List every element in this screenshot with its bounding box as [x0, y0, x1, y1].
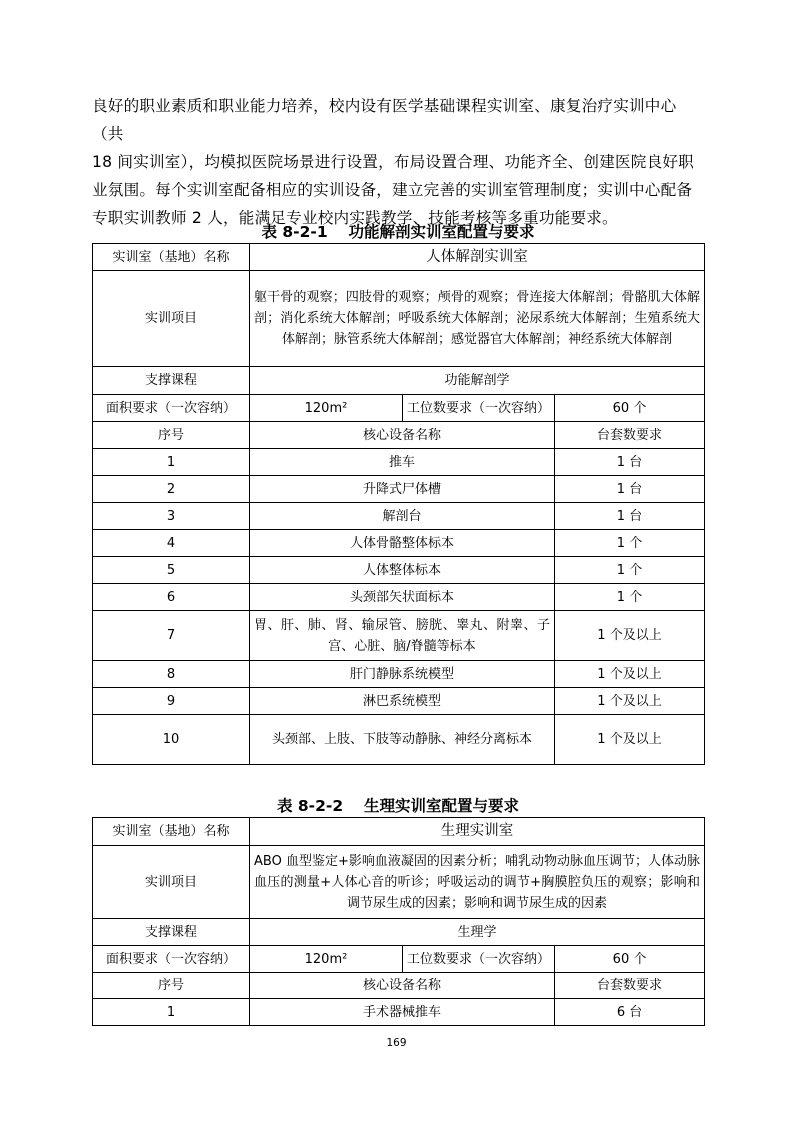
- row-equipment: 升降式尸体槽: [250, 476, 555, 503]
- row-qty: 1 台: [555, 503, 705, 530]
- table1: [92, 243, 705, 765]
- intro-line: 专职实训教师 2 人，能满足专业校内实践教学、技能考核等多重功能要求。: [92, 209, 618, 227]
- header-no: 序号: [93, 973, 250, 999]
- intro-line: 业氛围。每个实训室配备相应的实训设备，建立完善的实训室管理制度；实训中心配备: [92, 181, 693, 199]
- row-equipment: 人体骨骼整体标本: [250, 530, 555, 557]
- row-qty: 1 个及以上: [555, 661, 705, 688]
- course-name: 生理学: [250, 919, 705, 946]
- area-label: 面积要求（一次容纳）: [93, 395, 250, 422]
- table1-caption: 表 8-2-1 功能解剖实训室配置与要求: [261, 223, 535, 241]
- row-no: 5: [93, 557, 250, 584]
- row-qty: 1 个及以上: [555, 688, 705, 715]
- table-row: [93, 688, 705, 715]
- table-row: [93, 584, 705, 611]
- table-row: [93, 999, 705, 1026]
- header-equipment: 核心设备名称: [250, 973, 555, 999]
- header-equipment: 核心设备名称: [250, 422, 555, 449]
- intro-paragraph: [92, 92, 704, 232]
- table2-caption: 表 8-2-2 生理实训室配置与要求: [276, 797, 519, 815]
- table-row: [93, 715, 705, 765]
- header-qty: 台套数要求: [555, 973, 705, 999]
- row-no: 7: [93, 611, 250, 661]
- table-row: [93, 449, 705, 476]
- course-name: 功能解剖学: [250, 367, 705, 395]
- lab-label: 实训室（基地）名称: [93, 818, 250, 846]
- row-no: 1: [93, 449, 250, 476]
- page-number: 169: [386, 1037, 407, 1049]
- row-qty: 1 个: [555, 584, 705, 611]
- area-value: 120m²: [250, 946, 403, 973]
- lab-name: 人体解剖实训室: [250, 244, 705, 271]
- course-label: 支撑课程: [93, 367, 250, 395]
- table-row: [93, 503, 705, 530]
- row-no: 3: [93, 503, 250, 530]
- projects-text: 躯干骨的观察；四肢骨的观察；颅骨的观察；骨连接大体解剖；骨骼肌大体解剖；消化系统大体解剖；呼吸系统大体解剖；泌尿系统大体解剖；生殖系统大体解剖；脉管系统大体解剖；感觉器官大体解剖；神经系统大体解剖: [250, 271, 705, 367]
- row-no: 4: [93, 530, 250, 557]
- stations-label: 工位数要求（一次容纳）: [403, 946, 555, 973]
- row-equipment: 肝门静脉系统模型: [250, 661, 555, 688]
- projects-text: ABO 血型鉴定+影响血液凝固的因素分析；哺乳动物动脉血压调节；人体动脉血压的测量+人体心音的听诊；呼吸运动的调节+胸膜腔负压的观察；影响和调节尿生成的因素；影响和调节尿生成的因素: [250, 846, 705, 919]
- stations-label: 工位数要求（一次容纳）: [403, 395, 555, 422]
- table2: [92, 817, 705, 1026]
- row-no: 2: [93, 476, 250, 503]
- row-no: 10: [93, 715, 250, 765]
- row-qty: 1 台: [555, 476, 705, 503]
- row-qty: 1 个: [555, 557, 705, 584]
- row-qty: 1 台: [555, 449, 705, 476]
- row-qty: 1 个及以上: [555, 611, 705, 661]
- lab-name: 生理实训室: [250, 818, 705, 846]
- row-equipment: 人体整体标本: [250, 557, 555, 584]
- row-equipment: 手术器械推车: [250, 999, 555, 1026]
- course-label: 支撑课程: [93, 919, 250, 946]
- header-qty: 台套数要求: [555, 422, 705, 449]
- row-equipment: 推车: [250, 449, 555, 476]
- stations-value: 60 个: [555, 395, 705, 422]
- table-row: [93, 557, 705, 584]
- stations-value: 60 个: [555, 946, 705, 973]
- lab-label: 实训室（基地）名称: [93, 244, 250, 271]
- header-no: 序号: [93, 422, 250, 449]
- projects-label: 实训项目: [93, 846, 250, 919]
- area-value: 120m²: [250, 395, 403, 422]
- row-no: 1: [93, 999, 250, 1026]
- intro-line: 良好的职业素质和职业能力培养，校内设有医学基础课程实训室、康复治疗实训中心（共: [92, 97, 677, 143]
- row-qty: 1 个及以上: [555, 715, 705, 765]
- row-equipment: 淋巴系统模型: [250, 688, 555, 715]
- table-row: [93, 661, 705, 688]
- row-no: 9: [93, 688, 250, 715]
- row-equipment: 解剖台: [250, 503, 555, 530]
- area-label: 面积要求（一次容纳）: [93, 946, 250, 973]
- projects-label: 实训项目: [93, 271, 250, 367]
- table-row: [93, 611, 705, 661]
- row-equipment: 头颈部、上肢、下肢等动静脉、神经分离标本: [250, 715, 555, 765]
- row-qty: 1 个: [555, 530, 705, 557]
- row-equipment: 头颈部矢状面标本: [250, 584, 555, 611]
- intro-line: 18 间实训室），均模拟医院场景进行设置，布局设置合理、功能齐全、创建医院良好职: [92, 153, 694, 171]
- table-row: [93, 476, 705, 503]
- row-no: 6: [93, 584, 250, 611]
- table-row: [93, 530, 705, 557]
- row-equipment: 胃、肝、肺、肾、输尿管、膀胱、睾丸、附睾、子宫、心脏、脑/脊髓等标本: [250, 611, 555, 661]
- row-qty: 6 台: [555, 999, 705, 1026]
- row-no: 8: [93, 661, 250, 688]
